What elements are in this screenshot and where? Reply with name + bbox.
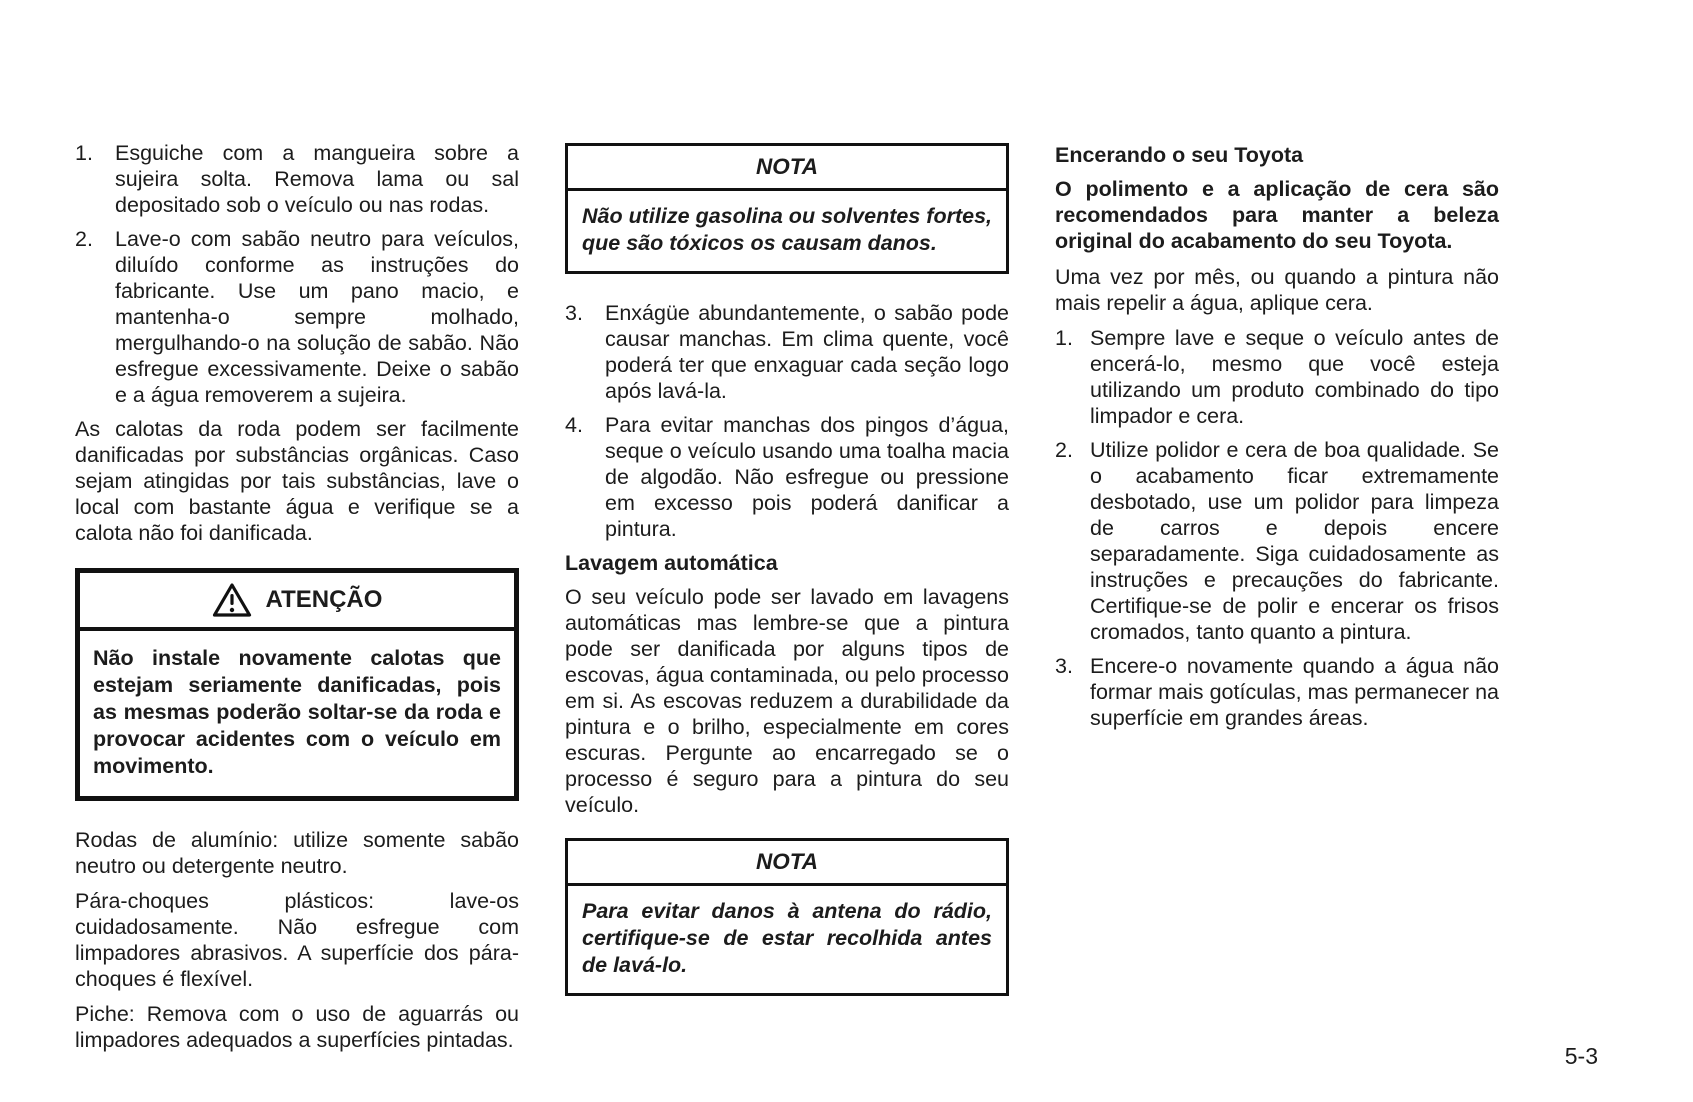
warning-body: Não instale novamente calotas que estejam seriamente danificadas, pois as mesmas poderão soltar-se da roda e provocar acidentes com o veículo em movimento. [93,646,501,778]
list-text: Sempre lave e seque o veículo antes de encerá-lo, mesmo que você esteja utilizando um produto combinado do tipo limpador e cera. [1090,326,1499,428]
section-heading-waxing: Encerando o seu Toyota [1055,143,1304,167]
list-text: Enxágüe abundantemente, o sabão pode causar manchas. Em clima quente, você poderá ter que enxaguar cada seção logo após lavá-la. [605,301,1009,403]
nota-box-1 [565,143,1009,274]
warning-title: ATENÇÃO [265,586,383,613]
warning-triangle-icon [212,582,252,618]
list-number: 3. [565,301,583,325]
warning-header [80,573,514,631]
nota-title: NOTA [568,841,1006,886]
paragraph-automatic-wash: O seu veículo pode ser lavado em lavagens automáticas mas lembre-se que a pintura pode ser danificada por alguns tipos de escovas, água contaminada, ou pelo processo em si. As escovas reduzem a durabilidade da pintura e o brilho, especialmente em cores escuras. Pergunte ao encarregado se o processo é seguro para a pintura do seu veículo. [565,585,1009,817]
column-2 [565,140,1009,1062]
list-item [565,412,1009,542]
list-number: 1. [1055,326,1073,350]
list-text: Para evitar manchas dos pingos d’água, seque o veículo usando uma toalha macia de algodão. Não esfregue ou pressione em excesso pois poderá danificar a pintura. [605,413,1009,541]
warning-box [75,568,519,801]
list-text: Lave-o com sabão neutro para veículos, diluído conforme as instruções do fabricante. Use um pano macio, e mantenha-o sempre molhado, mergulhando-o na solução de sabão. Não esfregue excessivamente. Deixe o sabão e a água removerem a sujeira. [115,227,519,407]
nota-body: Para evitar danos à antena do rádio, certifique-se de estar recolhida antes de lavá-lo. [582,899,992,977]
list-item [1055,653,1499,731]
list-number: 3. [1055,654,1073,678]
nota-box-2 [565,838,1009,996]
list-number: 2. [75,227,93,251]
nota-title: NOTA [568,146,1006,191]
three-column-layout [75,140,1499,1062]
paragraph-plastic-bumpers: Pára-choques plásticos: lave-os cuidadosamente. Não esfregue com limpadores abrasivos. A superfície dos pára-choques é flexível. [75,889,519,991]
column-1 [75,140,519,1062]
list-number: 2. [1055,438,1073,462]
list-item [75,140,519,218]
paragraph-wheel-covers: As calotas da roda podem ser facilmente danificadas por substâncias orgânicas. Caso sejam atingidas por tais substâncias, lave o local com bastante água e verifique se a calota não foi danificada. [75,417,519,545]
page-number: 5-3 [1564,1043,1598,1069]
list-text: Esguiche com a mangueira sobre a sujeira solta. Remova lama ou sal depositado sob o veículo ou nas rodas. [115,141,519,217]
column-3 [1055,140,1499,1062]
list-item [1055,325,1499,429]
paragraph-tar: Piche: Remova com o uso de aguarrás ou limpadores adequados a superfícies pintadas. [75,1002,519,1052]
list-text: Encere-o novamente quando a água não formar mais gotículas, mas permanecer na superfície em grandes áreas. [1090,654,1499,730]
section-heading-automatic-wash: Lavagem automática [565,551,778,575]
paragraph-wax-frequency: Uma vez por mês, ou quando a pintura não mais repelir a água, aplique cera. [1055,265,1499,315]
list-number: 1. [75,141,93,165]
nota-body: Não utilize gasolina ou solventes fortes, que são tóxicos os causam danos. [582,204,992,255]
paragraph-wax-lead: O polimento e a aplicação de cera são recomendados para manter a beleza original do acabamento do seu Toyota. [1055,177,1499,253]
list-number: 4. [565,413,583,437]
list-item [565,300,1009,404]
list-item [75,226,519,408]
list-item [1055,437,1499,645]
list-text: Utilize polidor e cera de boa qualidade. Se o acabamento ficar extremamente desbotado, use um polidor para limpeza de carros e depois encere separadamente. Siga cuidadosamente as instruções e precauções do fabricante. Certifique-se de polir e encerar os frisos cromados, tanto quanto a pintura. [1090,438,1499,644]
paragraph-aluminum-wheels: Rodas de alumínio: utilize somente sabão neutro ou detergente neutro. [75,828,519,878]
